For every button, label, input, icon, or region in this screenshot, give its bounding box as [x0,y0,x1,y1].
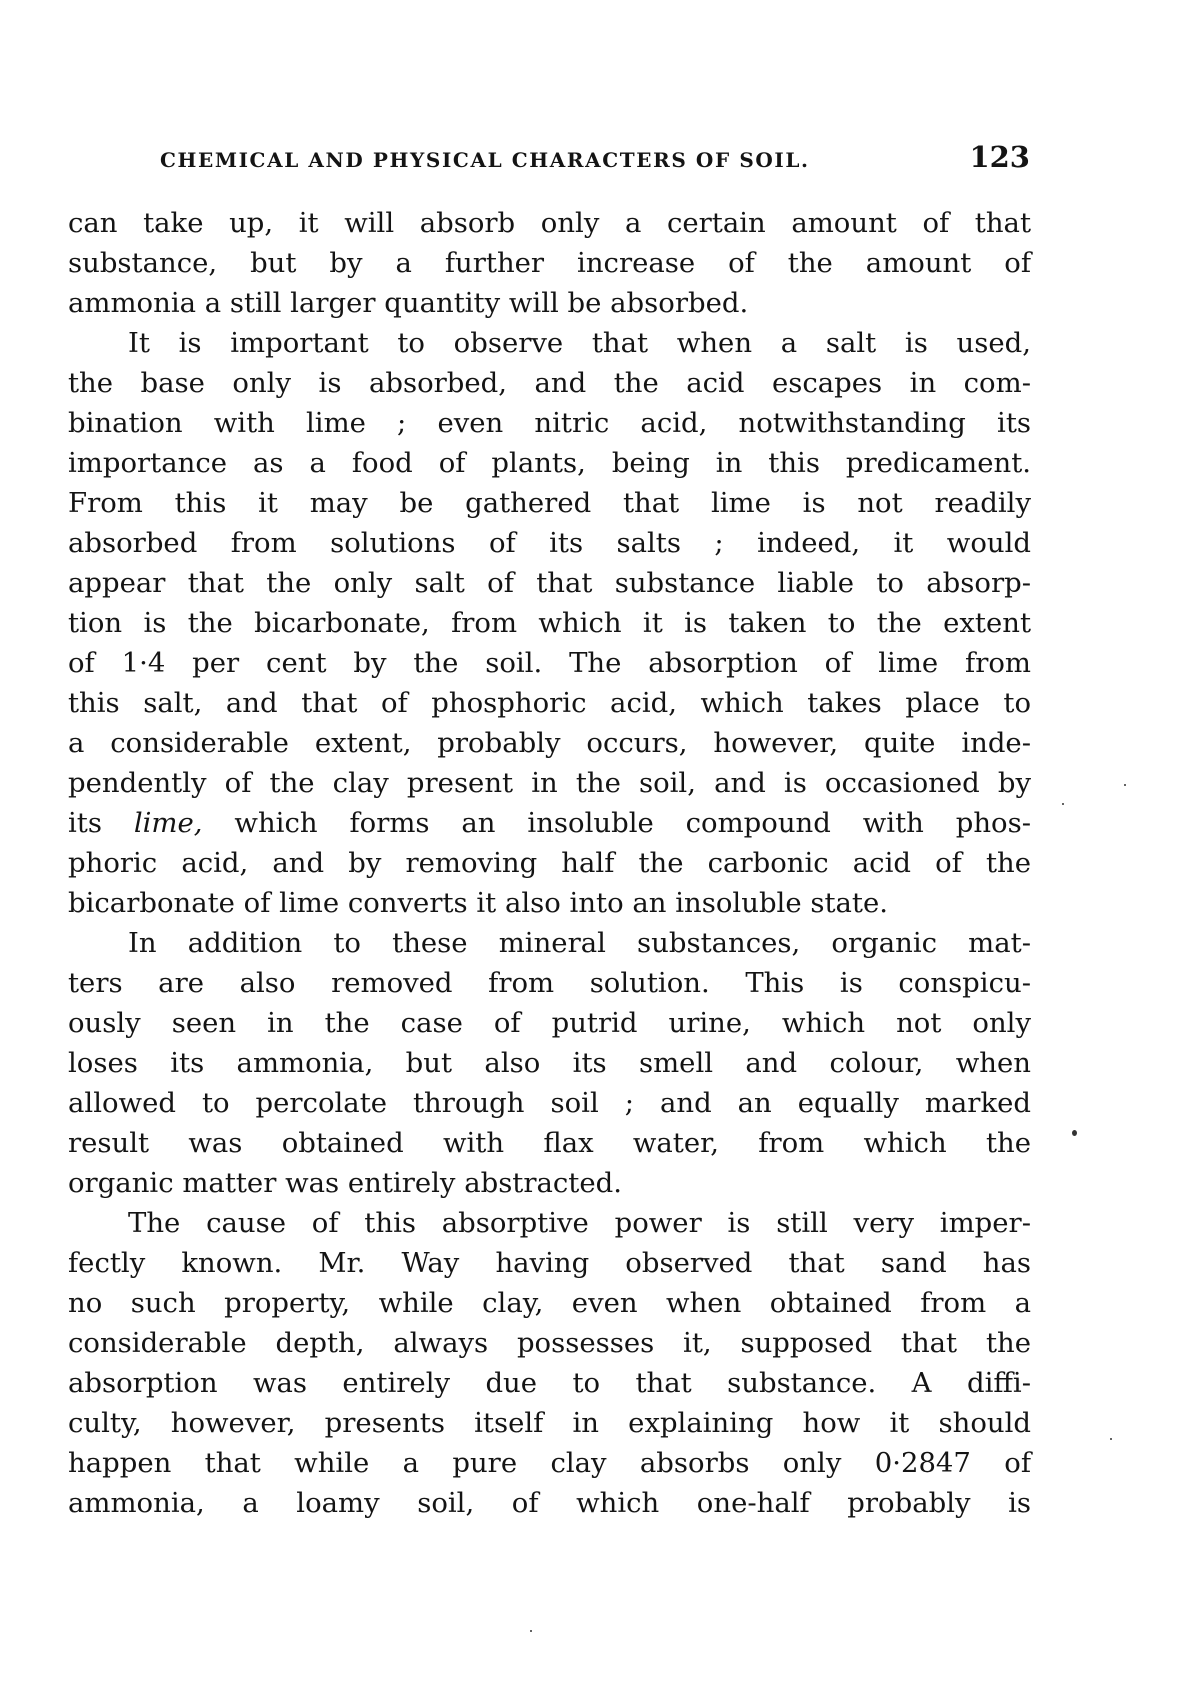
text-line: absorbed from solutions of its salts ; indeed, it would [68,527,1031,559]
ink-speck [1110,1438,1112,1440]
text-line: happen that while a pure clay absorbs only 0·2847 of [68,1447,1031,1479]
text-line: no such property, while clay, even when obtained from a [68,1287,1031,1319]
text-line: organic matter was entirely abstracted. [68,1167,622,1199]
text-fragment: its [68,807,134,839]
paragraph-start-line: In addition to these mineral substances, organic mat- [128,927,1031,959]
page-number: 123 [969,140,1030,174]
ink-speck [1062,803,1064,805]
text-line: a considerable extent, probably occurs, however, quite inde- [68,727,1031,759]
text-fragment: which forms an insoluble compound with phos- [234,807,1031,839]
text-line: pendently of the clay present in the soil, and is occasioned by [68,767,1031,799]
italic-word: lime, [133,807,203,839]
text-line: culty, however, presents itself in explaining how it should [68,1407,1031,1439]
text-line: ammonia, a loamy soil, of which one-half probably is [68,1487,1031,1519]
text-line: considerable depth, always possesses it, supposed that the [68,1327,1031,1359]
text-line: tion is the bicarbonate, from which it is taken to the extent [68,607,1031,639]
text-line: allowed to percolate through soil ; and an equally marked [68,1087,1031,1119]
text-line: of 1·4 per cent by the soil. The absorption of lime from [68,647,1031,679]
paragraph-start-line: It is important to observe that when a salt is used, [128,327,1031,359]
ink-speck [1124,784,1126,786]
text-line: result was obtained with flax water, from which the [68,1127,1031,1159]
text-line: substance, but by a further increase of the amount of [68,247,1031,279]
text-line: phoric acid, and by removing half the carbonic acid of the [68,847,1031,879]
text-line: From this it may be gathered that lime is not readily [68,487,1031,519]
text-line: ammonia a still larger quantity will be absorbed. [68,287,749,319]
text-line: this salt, and that of phosphoric acid, which takes place to [68,687,1031,719]
text-line: bination with lime ; even nitric acid, notwithstanding its [68,407,1031,439]
text-line: fectly known. Mr. Way having observed that sand has [68,1247,1031,1279]
body-text [68,203,1031,1523]
page-header [70,140,1030,180]
running-head: CHEMICAL AND PHYSICAL CHARACTERS OF SOIL. [160,148,810,172]
text-line: ters are also removed from solution. This is conspicu- [68,967,1031,999]
text-line: the base only is absorbed, and the acid escapes in com- [68,367,1031,399]
paragraph-start-line: The cause of this absorptive power is still very imper- [128,1207,1031,1239]
text-line: absorption was entirely due to that substance. A diffi- [68,1367,1031,1399]
text-line: bicarbonate of lime converts it also into an insoluble state. [68,887,888,919]
text-line: loses its ammonia, but also its smell and colour, when [68,1047,1031,1079]
text-line-with-italic [68,803,1031,843]
ink-speck [1072,1130,1077,1136]
text-line: can take up, it will absorb only a certain amount of that [68,207,1031,239]
ink-speck [530,1630,532,1632]
text-line: ously seen in the case of putrid urine, which not only [68,1007,1031,1039]
text-line: importance as a food of plants, being in this predicament. [68,447,1031,479]
text-line: appear that the only salt of that substance liable to absorp- [68,567,1031,599]
